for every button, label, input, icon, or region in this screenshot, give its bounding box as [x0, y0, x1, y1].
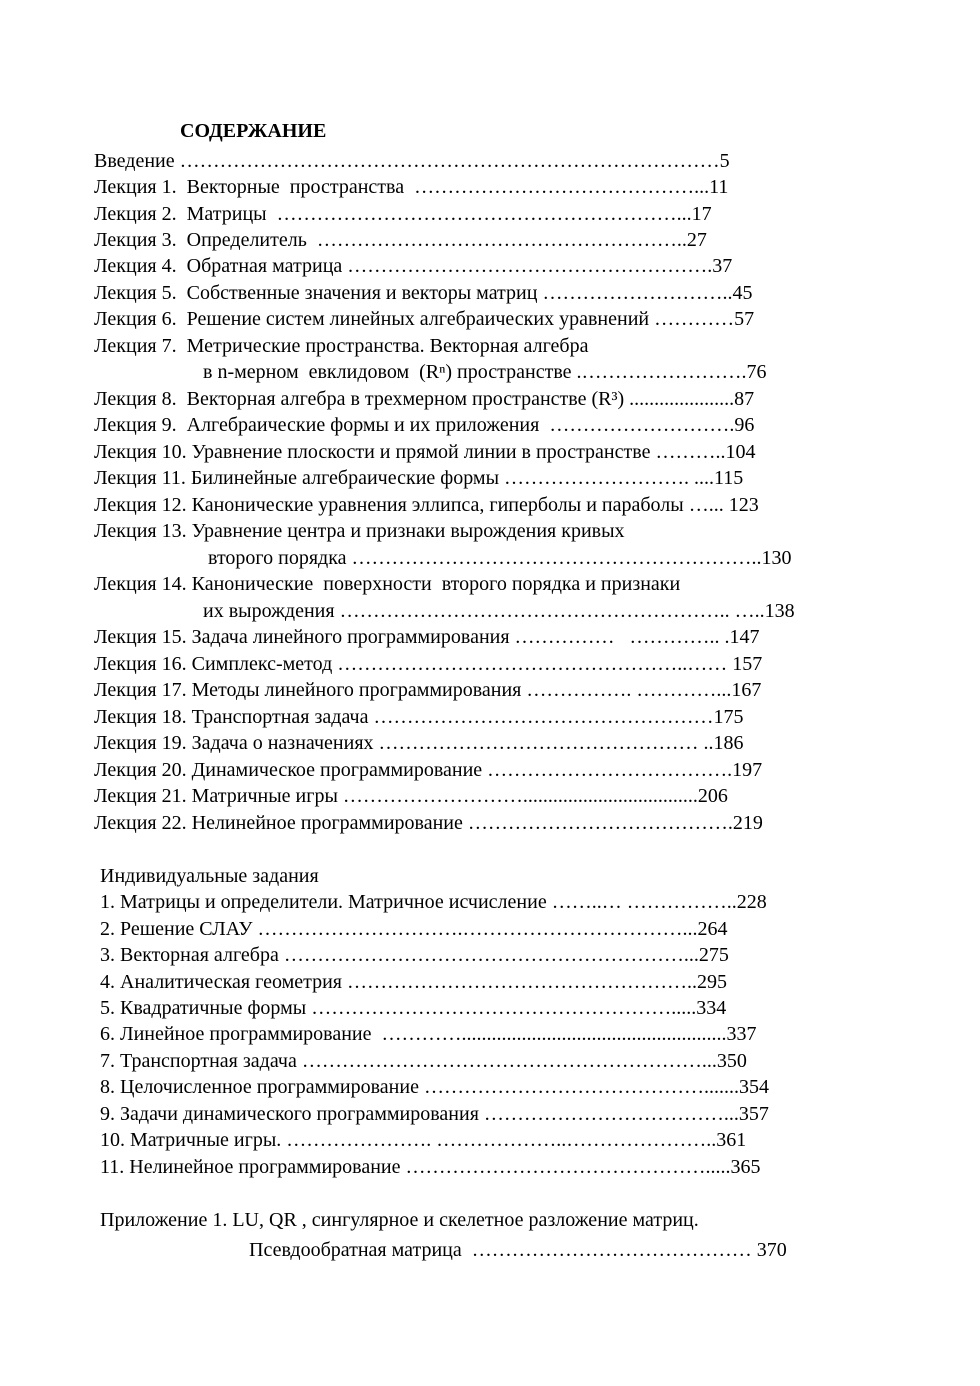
toc-entry: Лекция 8. Векторная алгебра в трехмерном пространстве (R³) .....................87 — [94, 388, 755, 410]
task-entry: 7. Транспортная задача ……………………………………………………...350 — [100, 1050, 747, 1072]
task-entry: 3. Векторная алгебра ……………………………………………………...275 — [100, 944, 729, 966]
toc-entry-continuation: в n-мерном евклидовом (Rⁿ) пространстве .…………………….76 — [203, 361, 767, 383]
toc-entry: Лекция 18. Транспортная задача ……………………………………………175 — [94, 706, 744, 728]
task-entry: 4. Аналитическая геометрия ……………………………………………..295 — [100, 971, 727, 993]
appendix-entry-continuation: Псевдообратная матрица …………………………………… 370 — [249, 1239, 787, 1261]
toc-entry: Лекция 21. Матричные игры ………………………...................................206 — [94, 785, 728, 807]
task-entry: 2. Решение СЛАУ ………………………….……………………………...264 — [100, 918, 728, 940]
toc-entry: Лекция 4. Обратная матрица ……………………………………………….37 — [94, 255, 733, 277]
toc-entry: Лекция 7. Метрические пространства. Векторная алгебра — [94, 335, 589, 357]
toc-entry: Лекция 11. Билинейные алгебраические формы ………………………. ....115 — [94, 467, 744, 489]
toc-entry: Лекция 12. Канонические уравнения эллипса, гиперболы и параболы …... 123 — [94, 494, 759, 516]
toc-entry: Лекция 14. Канонические поверхности второго порядка и признаки — [94, 573, 681, 595]
toc-entry: Лекция 15. Задача линейного программирования …………… ………….. .147 — [94, 626, 760, 648]
toc-entry: Лекция 10. Уравнение плоскости и прямой линии в пространстве ………..104 — [94, 441, 756, 463]
toc-entry: Лекция 6. Решение систем линейных алгебраических уравнений …………57 — [94, 308, 755, 330]
toc-entry: Лекция 17. Методы линейного программирования ……………. …………...167 — [94, 679, 762, 701]
toc-entry: Лекция 19. Задача о назначениях ………………………………………… ..186 — [94, 732, 744, 754]
task-entry: 9. Задачи динамического программирования ………………………………...357 — [100, 1103, 769, 1125]
toc-entry: Лекция 20. Динамическое программирование ……………………………….197 — [94, 759, 763, 781]
task-entry: 1. Матрицы и определители. Матричное исчисление ……..… ……………..228 — [100, 891, 767, 913]
toc-entry: Лекция 16. Симплекс-метод ……………………………………………..…… 157 — [94, 653, 763, 675]
toc-entry: Лекция 2. Матрицы ……………………………………………………...17 — [94, 203, 712, 225]
appendix-entry: Приложение 1. LU, QR , сингулярное и скелетное разложение матриц. — [100, 1209, 699, 1231]
toc-entry: Лекция 22. Нелинейное программирование ………………………………….219 — [94, 812, 763, 834]
toc-entry: Лекция 3. Определитель ………………………………………………..27 — [94, 229, 707, 251]
task-entry: 10. Матричные игры. …………………. ………………..…………………..361 — [100, 1129, 747, 1151]
task-entry: 5. Квадратичные формы ……………………………………………….....334 — [100, 997, 727, 1019]
task-entry: 6. Линейное программирование ………….....................................................337 — [100, 1023, 757, 1045]
toc-entry: Введение ………………………………………………………………………5 — [94, 150, 730, 172]
toc-entry: Лекция 9. Алгебраические формы и их приложения ……………………….96 — [94, 414, 755, 436]
toc-entry: Лекция 13. Уравнение центра и признаки вырождения кривых — [94, 520, 625, 542]
page-title: СОДЕРЖАНИЕ — [180, 120, 327, 142]
toc-entry-continuation: второго порядка ……………………………………………………..130 — [208, 547, 792, 569]
toc-entry-continuation: их вырождения ………………………………………………….. …..138 — [203, 600, 795, 622]
toc-entry: Лекция 1. Векторные пространства ……………………………………...11 — [94, 176, 729, 198]
task-entry: 11. Нелинейное программирование ……………………………………….....365 — [100, 1156, 761, 1178]
task-entry: 8. Целочисленное программирование …………………………………….......354 — [100, 1076, 769, 1098]
tasks-heading: Индивидуальные задания — [100, 865, 319, 887]
toc-entry: Лекция 5. Собственные значения и векторы матриц ………………………..45 — [94, 282, 753, 304]
